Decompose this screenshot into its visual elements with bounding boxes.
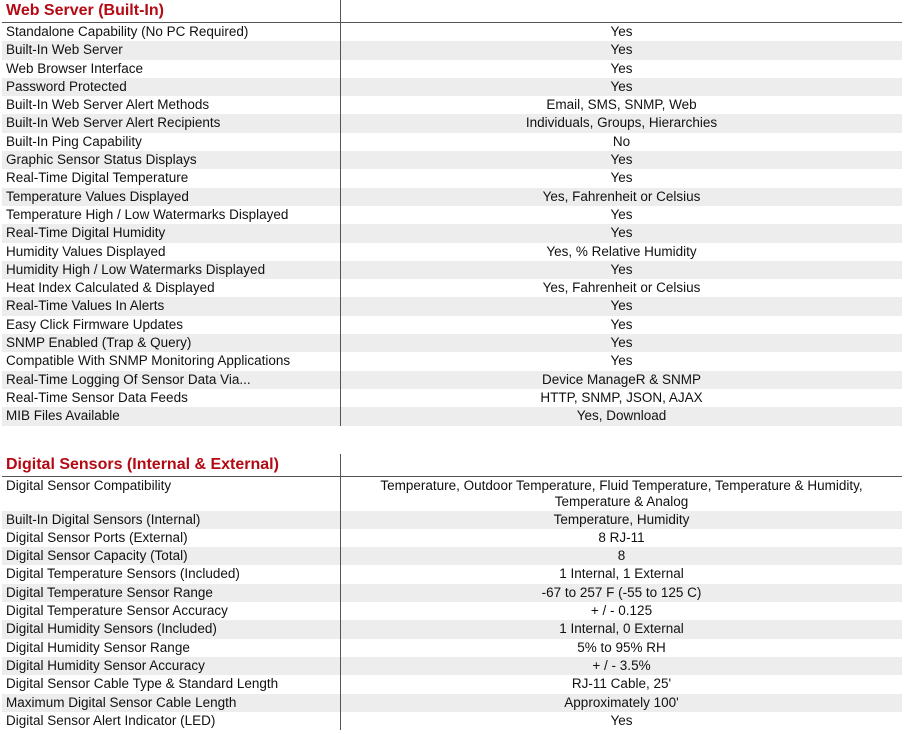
spec-label: Heat Index Calculated & Displayed xyxy=(6,280,215,296)
spec-value: Device ManageR & SNMP xyxy=(340,371,902,389)
spec-rows xyxy=(2,477,902,731)
spec-row xyxy=(2,133,902,151)
spec-value: + / - 0.125 xyxy=(340,602,902,620)
spec-label: Password Protected xyxy=(6,78,127,94)
spec-label: Built-In Ping Capability xyxy=(6,133,142,149)
spec-label: Digital Humidity Sensor Accuracy xyxy=(6,657,205,673)
spec-label: Digital Temperature Sensor Range xyxy=(6,584,213,600)
spec-row xyxy=(2,371,902,389)
spec-row xyxy=(2,657,902,675)
spec-label: Built-In Web Server Alert Methods xyxy=(6,97,210,113)
spec-row xyxy=(2,188,902,206)
spec-label: Digital Sensor Alert Indicator (LED) xyxy=(6,712,216,728)
spec-label: Humidity High / Low Watermarks Displayed xyxy=(6,261,266,277)
section-title: Web Server (Built-In) xyxy=(6,2,164,19)
spec-label: Digital Sensor Capacity (Total) xyxy=(6,548,188,564)
spec-row xyxy=(2,279,902,297)
section-web-server xyxy=(2,0,902,426)
spec-row xyxy=(2,529,902,547)
spec-value: HTTP, SNMP, JSON, AJAX xyxy=(340,389,902,407)
spec-value: Yes xyxy=(340,334,902,352)
spec-rows xyxy=(2,23,902,426)
spec-value: 8 xyxy=(340,547,902,565)
spec-value: Yes xyxy=(340,316,902,334)
spec-label: Digital Temperature Sensor Accuracy xyxy=(6,603,228,619)
spec-row xyxy=(2,565,902,583)
spec-label: Web Browser Interface xyxy=(6,60,144,76)
spec-row xyxy=(2,96,902,114)
spec-value: 5% to 95% RH xyxy=(340,639,902,657)
spec-value: Yes xyxy=(340,206,902,224)
section-gap xyxy=(0,426,904,454)
spec-row xyxy=(2,114,902,132)
spec-row xyxy=(2,60,902,78)
spec-label: Real-Time Digital Humidity xyxy=(6,225,166,241)
spec-label: Digital Sensor Ports (External) xyxy=(6,529,188,545)
spec-value: Temperature, Outdoor Temperature, Fluid Temperature, Temperature & Humidity, Temperature & Analog xyxy=(340,477,902,511)
spec-label: Maximum Digital Sensor Cable Length xyxy=(6,694,237,710)
spec-value: 1 Internal, 0 External xyxy=(340,620,902,638)
spec-label: Digital Temperature Sensors (Included) xyxy=(6,566,240,582)
spec-row xyxy=(2,352,902,370)
spec-row xyxy=(2,243,902,261)
spec-value: Yes xyxy=(340,352,902,370)
spec-value: Yes, Fahrenheit or Celsius xyxy=(340,279,902,297)
column-divider xyxy=(340,454,341,477)
spec-row xyxy=(2,547,902,565)
spec-value: RJ-11 Cable, 25' xyxy=(340,675,902,693)
spec-label: Digital Humidity Sensor Range xyxy=(6,639,190,655)
spec-row xyxy=(2,169,902,187)
spec-row xyxy=(2,297,902,315)
spec-value: 1 Internal, 1 External xyxy=(340,565,902,583)
spec-row xyxy=(2,41,902,59)
spec-row xyxy=(2,620,902,638)
spec-row xyxy=(2,477,902,511)
spec-value: Email, SMS, SNMP, Web xyxy=(340,96,902,114)
spec-value: Yes, % Relative Humidity xyxy=(340,243,902,261)
spec-label: Digital Sensor Cable Type & Standard Length xyxy=(6,676,279,692)
spec-value: Yes xyxy=(340,23,902,41)
spec-label: Graphic Sensor Status Displays xyxy=(6,152,197,168)
column-divider xyxy=(340,0,341,23)
spec-value: Approximately 100' xyxy=(340,694,902,712)
spec-value: Yes xyxy=(340,712,902,730)
spec-row xyxy=(2,639,902,657)
spec-value: -67 to 257 F (-55 to 125 C) xyxy=(340,584,902,602)
spec-row xyxy=(2,407,902,425)
spec-value: Yes xyxy=(340,224,902,242)
spec-label: Easy Click Firmware Updates xyxy=(6,316,184,332)
spec-label: Humidity Values Displayed xyxy=(6,243,166,259)
spec-value: Yes xyxy=(340,60,902,78)
spec-value: Individuals, Groups, Hierarchies xyxy=(340,114,902,132)
section-title: Digital Sensors (Internal & External) xyxy=(6,455,279,473)
spec-label: Digital Humidity Sensors (Included) xyxy=(6,621,217,637)
section-digital-sensors xyxy=(2,454,902,731)
spec-row xyxy=(2,675,902,693)
spec-label: Built-In Digital Sensors (Internal) xyxy=(6,511,201,527)
spec-row xyxy=(2,584,902,602)
spec-value: No xyxy=(340,133,902,151)
spec-label: Real-Time Values In Alerts xyxy=(6,298,165,314)
spec-row xyxy=(2,389,902,407)
spec-label: Built-In Web Server xyxy=(6,42,123,58)
spec-label: Real-Time Logging Of Sensor Data Via... xyxy=(6,371,251,387)
spec-row xyxy=(2,151,902,169)
spec-label: Digital Sensor Compatibility xyxy=(6,477,172,493)
spec-value: Temperature, Humidity xyxy=(340,511,902,529)
spec-row xyxy=(2,261,902,279)
spec-row xyxy=(2,206,902,224)
spec-value: Yes, Fahrenheit or Celsius xyxy=(340,188,902,206)
spec-row xyxy=(2,602,902,620)
spec-label: Compatible With SNMP Monitoring Applications xyxy=(6,353,291,369)
spec-value: Yes xyxy=(340,41,902,59)
spec-label: SNMP Enabled (Trap & Query) xyxy=(6,335,192,351)
spec-row xyxy=(2,334,902,352)
section-header xyxy=(2,0,902,23)
spec-row xyxy=(2,511,902,529)
spec-value: Yes xyxy=(340,151,902,169)
spec-row xyxy=(2,694,902,712)
spec-label: Temperature Values Displayed xyxy=(6,188,189,204)
spec-row xyxy=(2,316,902,334)
spec-value: Yes xyxy=(340,261,902,279)
spec-label: Temperature High / Low Watermarks Displayed xyxy=(6,206,289,222)
spec-value: + / - 3.5% xyxy=(340,657,902,675)
spec-value: Yes xyxy=(340,169,902,187)
spec-label: Real-Time Sensor Data Feeds xyxy=(6,389,188,405)
spec-row xyxy=(2,23,902,41)
spec-label: MIB Files Available xyxy=(6,408,120,424)
spec-row xyxy=(2,78,902,96)
spec-value: 8 RJ-11 xyxy=(340,529,902,547)
spec-label: Standalone Capability (No PC Required) xyxy=(6,24,249,39)
spec-label: Built-In Web Server Alert Recipients xyxy=(6,115,221,131)
spec-label: Real-Time Digital Temperature xyxy=(6,170,189,186)
spec-row xyxy=(2,712,902,730)
spec-value: Yes, Download xyxy=(340,407,902,425)
spec-value: Yes xyxy=(340,78,902,96)
spec-value: Yes xyxy=(340,297,902,315)
spec-row xyxy=(2,224,902,242)
section-header xyxy=(2,454,902,477)
